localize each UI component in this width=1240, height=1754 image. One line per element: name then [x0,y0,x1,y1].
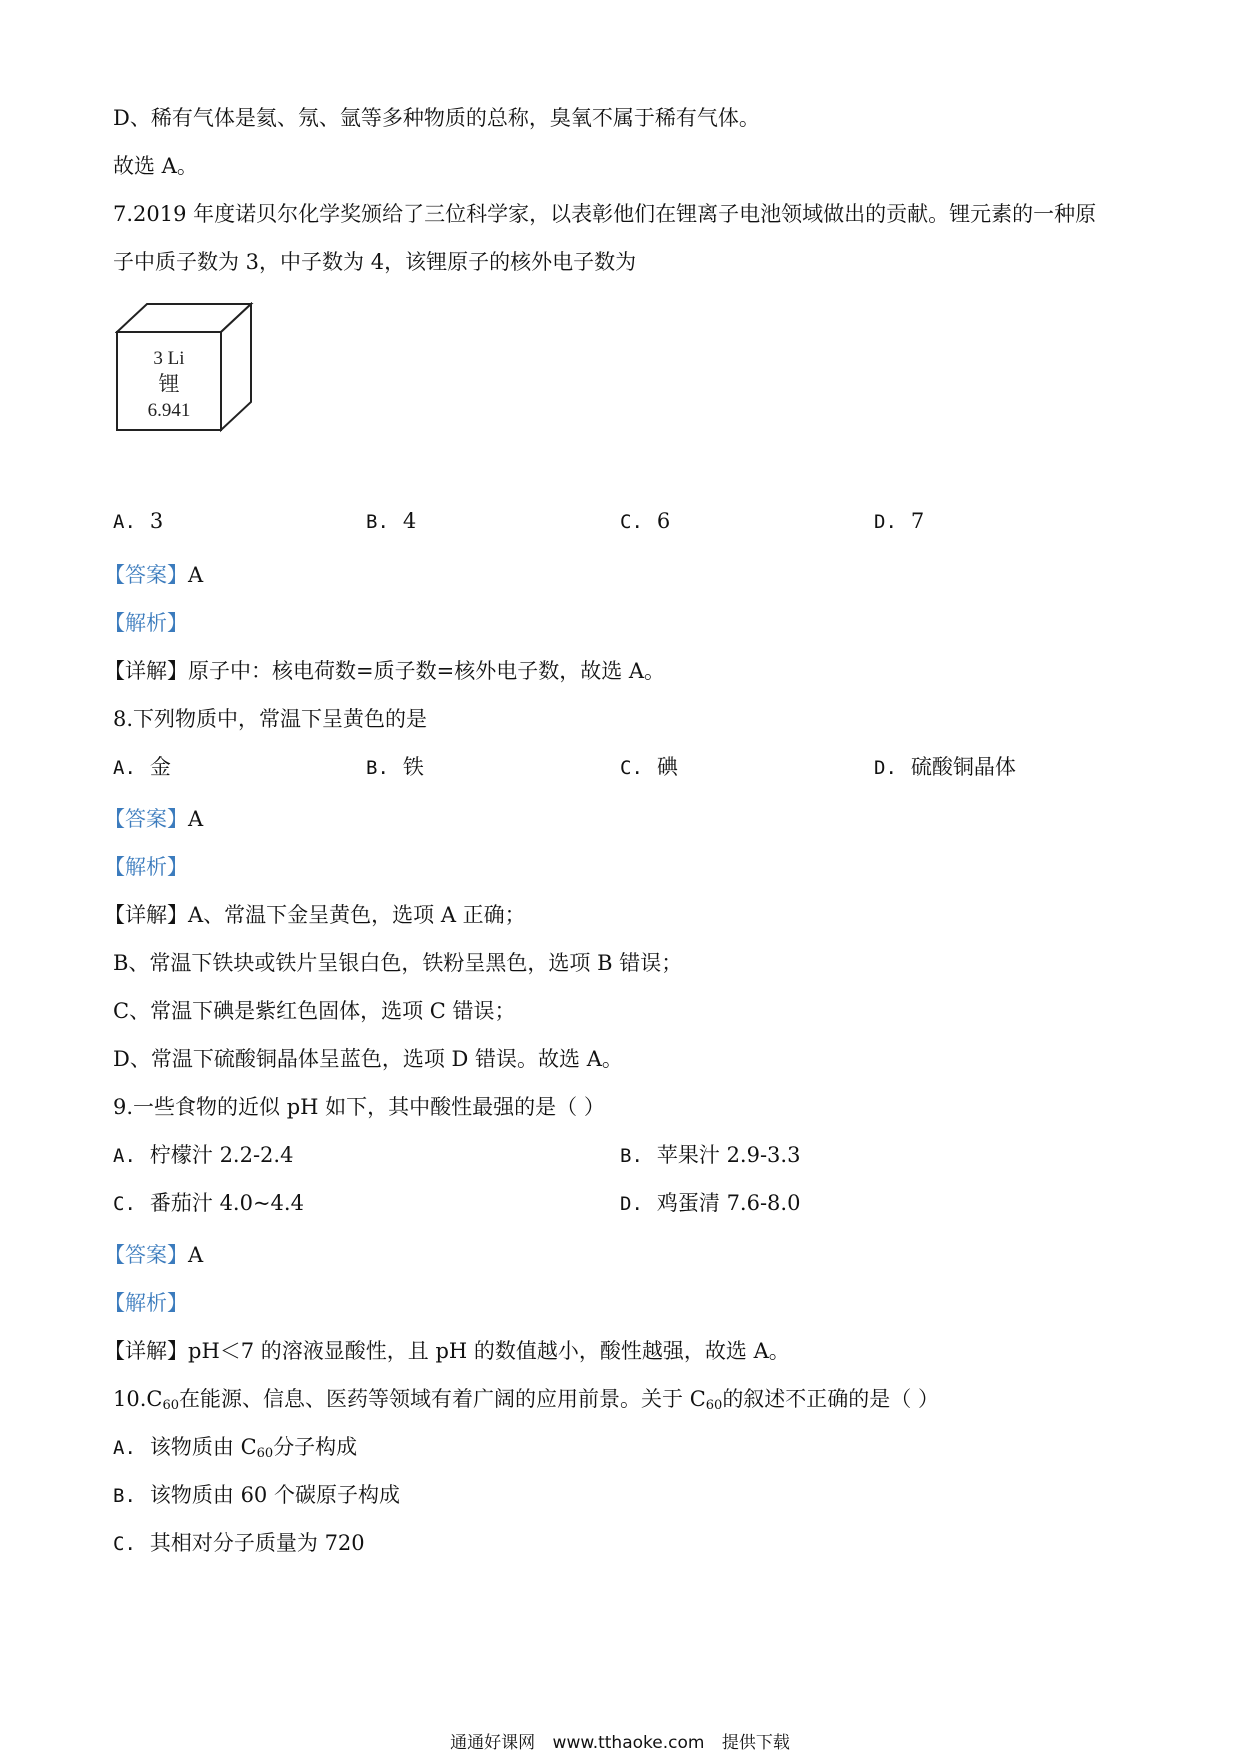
q8-detail-a: 【详解】A、常温下金呈黄色，选项 A 正确； [104,903,526,927]
element-name: 锂 [158,372,180,396]
q9-option-d: D. 鸡蛋清 7.6-8.0 [620,1191,801,1215]
q7-option-d: D. 7 [874,509,925,533]
q7-option-a: A. 3 [113,509,164,533]
q9-analysis-heading: 【解析】 [104,1291,188,1315]
q6-conclusion: 故选 A。 [113,154,198,178]
q9-answer: 【答案】A [104,1243,204,1267]
footer-url[interactable]: www.tthaoke.com [552,1733,705,1753]
q8-option-b: B. 铁 [366,755,424,779]
q8-analysis-heading: 【解析】 [104,855,188,879]
q8-detail-c: C、常温下碘是紫红色固体，选项 C 错误； [113,999,516,1023]
page-footer [0,1728,1240,1753]
q8-stem: 8.下列物质中，常温下呈黄色的是 [113,707,428,731]
element-mass: 6.941 [147,400,191,421]
q8-option-d: D. 硫酸铜晶体 [874,755,1016,779]
q7-stem-line2: 子中质子数为 3，中子数为 4，该锂原子的核外电子数为 [113,250,637,274]
q10-option-b: B. 该物质由 60 个碳原子构成 [113,1483,400,1507]
q7-detail: 【详解】原子中：核电荷数=质子数=核外电子数，故选 A。 [104,659,666,683]
q7-option-b: B. 4 [366,509,417,533]
q7-analysis-heading: 【解析】 [104,611,188,635]
q8-detail-d: D、常温下硫酸铜晶体呈蓝色，选项 D 错误。故选 A。 [113,1047,623,1071]
q8-answer: 【答案】A [104,807,204,831]
element-number-symbol: 3 Li [153,348,185,369]
q6-option-d-explanation: D、稀有气体是氦、氖、氩等多种物质的总称，臭氧不属于稀有气体。 [113,106,760,130]
q10-stem: $10.C_{60}$在能源、信息、医药等领域有着广阔的应用前景。关于 $C_{60}$的叙述不正确的是（ ） [113,1387,939,1413]
q8-detail-b: B、常温下铁块或铁片呈银白色，铁粉呈黑色，选项 B 错误； [113,951,683,975]
q10-option-a: A. 该物质由 $C_{60}$分子构成 [113,1435,358,1461]
q8-option-a: A. 金 [113,755,171,779]
q9-detail: 【详解】pH＜7 的溶液显酸性，且 pH 的数值越小，酸性越强，故选 A。 [104,1339,790,1363]
footer-site-name: 通通好课网 [450,1733,536,1753]
q10-option-c: C. 其相对分子质量为 720 [113,1531,365,1555]
q9-stem: 9.一些食物的近似 pH 如下，其中酸性最强的是（ ） [113,1095,605,1119]
q9-option-a: A. 柠檬汁 2.2-2.4 [113,1143,294,1167]
q9-option-b: B. 苹果汁 2.9-3.3 [620,1143,801,1167]
footer-tagline: 提供下载 [721,1733,790,1753]
q8-option-c: C. 碘 [620,755,678,779]
q7-option-c: C. 6 [620,509,671,533]
lithium-element-card [115,302,255,434]
q7-stem-line1: 7.2019 年度诺贝尔化学奖颁给了三位科学家，以表彰他们在锂离子电池领域做出的贡献。锂元素的一种原 [113,202,1097,226]
q7-answer: 【答案】A [104,563,204,587]
q9-option-c: C. 番茄汁 4.0~4.4 [113,1191,304,1215]
